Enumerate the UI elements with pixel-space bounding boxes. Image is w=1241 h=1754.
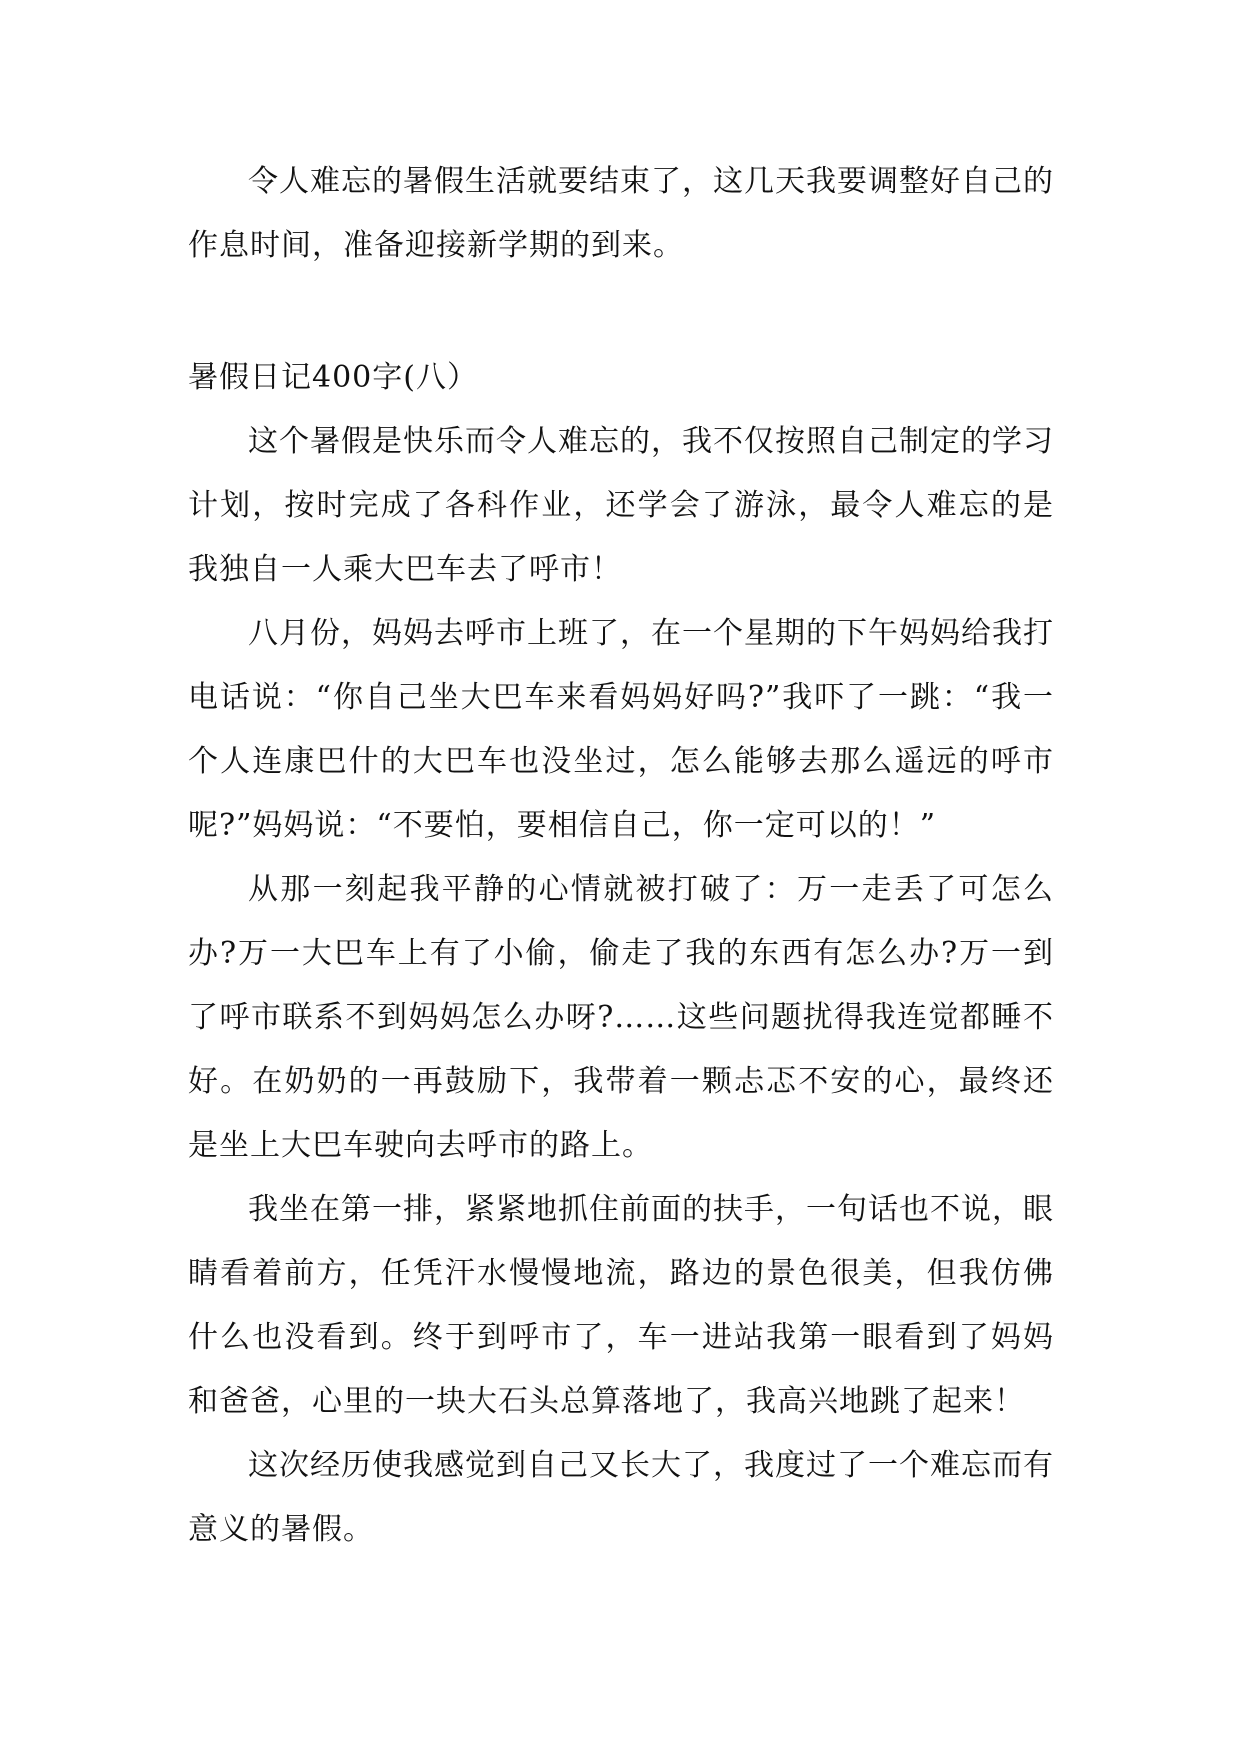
body-paragraph: 八月份，妈妈去呼市上班了，在一个星期的下午妈妈给我打电话说：“你自己坐大巴车来看妈妈好吗?”我吓了一跳：“我一个人连康巴什的大巴车也没坐过，怎么能够去那么遥远的呼市呢?”妈妈说：“不要怕，要相信自己，你一定可以的！”: [188, 616, 1054, 843]
diary-entry-block: [188, 346, 1054, 1562]
body-paragraph: 我坐在第一排，紧紧地抓住前面的扶手，一句话也不说，眼睛看着前方，任凭汗水慢慢地流，路边的景色很美，但我仿佛什么也没看到。终于到呼市了，车一进站我第一眼看到了妈妈和爸爸，心里的一块大石头总算落地了，我高兴地跳了起来！: [188, 1192, 1054, 1419]
body-paragraph: 从那一刻起我平静的心情就被打破了：万一走丢了可怎么办?万一大巴车上有了小偷，偷走了我的东西有怎么办?万一到了呼市联系不到妈妈怎么办呀?……这些问题扰得我连觉都睡不好。在奶奶的一再鼓励下，我带着一颗忐忑不安的心，最终还是坐上大巴车驶向去呼市的路上。: [188, 872, 1054, 1163]
intro-block: [188, 150, 1054, 278]
body-paragraph: 这次经历使我感觉到自己又长大了，我度过了一个难忘而有意义的暑假。: [188, 1448, 1054, 1547]
body-paragraph: 这个暑假是快乐而令人难忘的，我不仅按照自己制定的学习计划，按时完成了各科作业，还学会了游泳，最令人难忘的是我独自一人乘大巴车去了呼市！: [188, 424, 1054, 587]
section-title: 暑假日记400字(八）: [188, 360, 478, 395]
intro-paragraph: 令人难忘的暑假生活就要结束了，这几天我要调整好自己的作息时间，准备迎接新学期的到来。: [188, 164, 1054, 263]
